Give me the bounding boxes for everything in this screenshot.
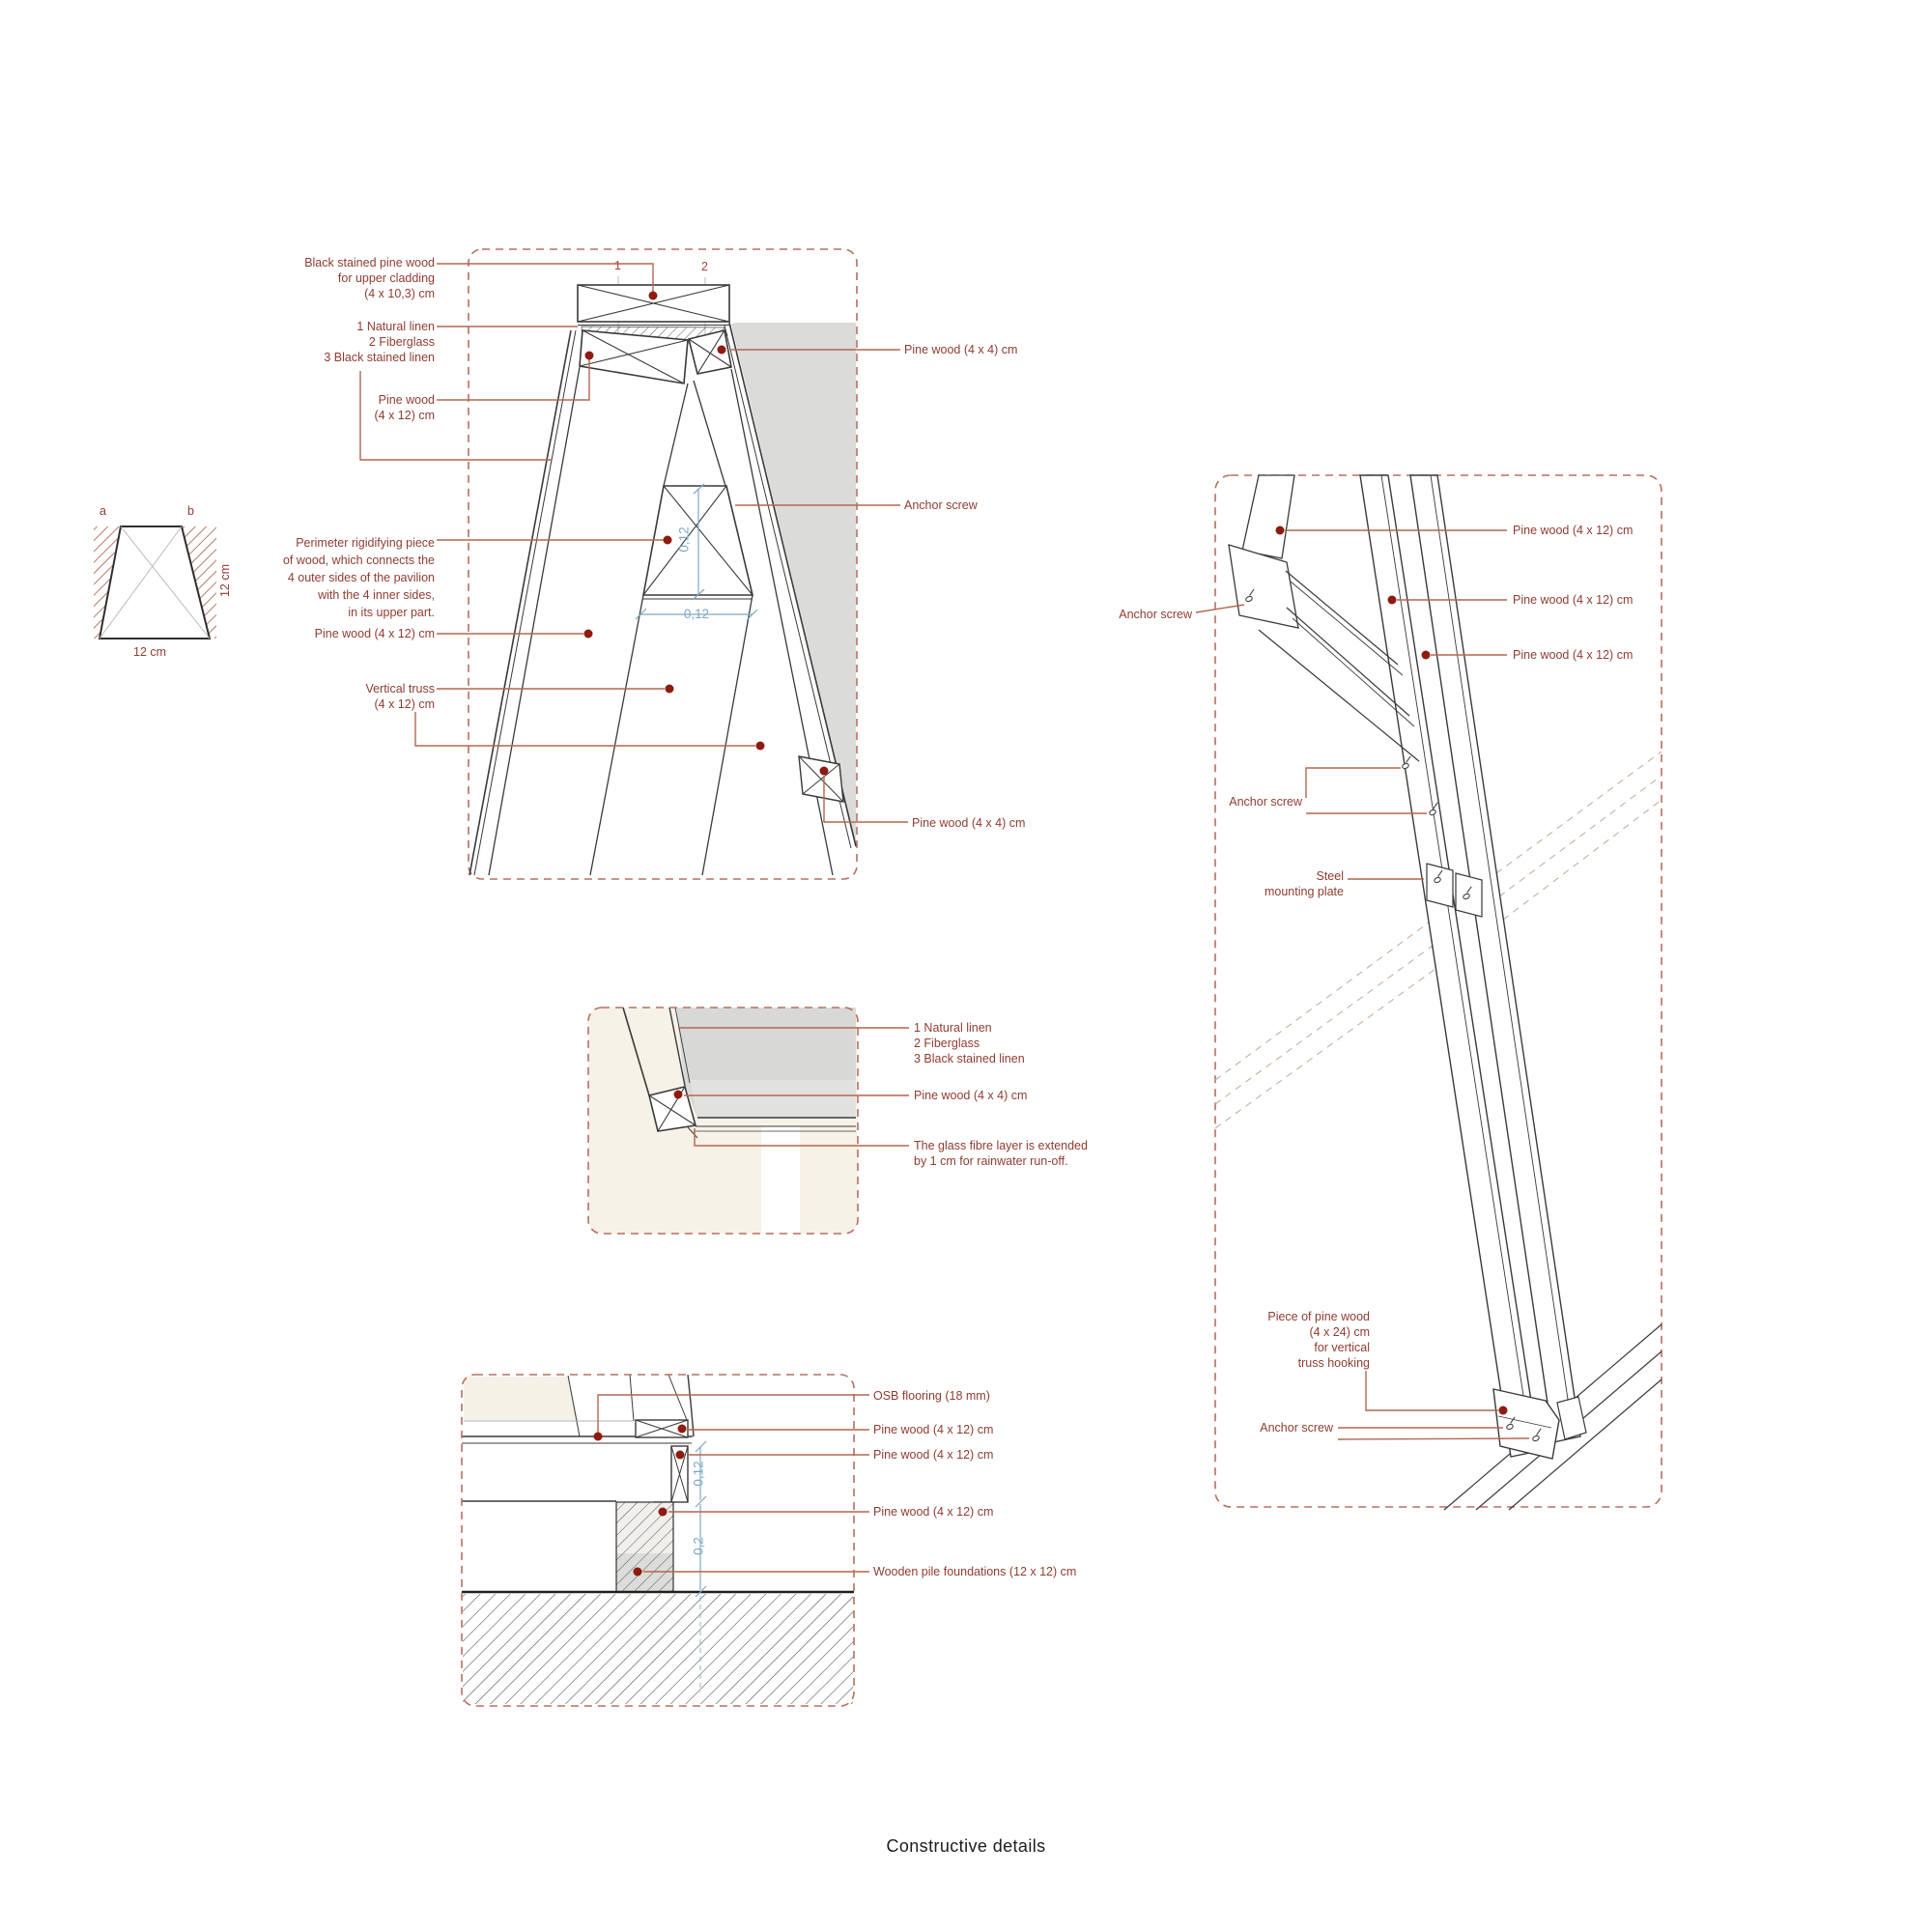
top-brace [1242, 475, 1294, 558]
apex-detail-drawing [360, 249, 908, 879]
ref-mark-2: 2 [701, 260, 708, 273]
label-line: for upper cladding [337, 271, 435, 285]
label-pine-wood-4x12-b: Pine wood (4 x 12) cm [314, 627, 435, 640]
label-foundation-pine-1: Pine wood (4 x 12) cm [873, 1423, 994, 1436]
truss-detail-drawing [1196, 475, 1662, 1510]
label-pine-4x4-top: Pine wood (4 x 4) cm [904, 343, 1018, 356]
foundation-dim-upper: 0,12 [691, 1461, 706, 1487]
label-osb-flooring: OSB flooring (18 mm) [873, 1389, 990, 1403]
label-glass-fibre [914, 1138, 1088, 1169]
truss-leaders [1196, 530, 1529, 1439]
label-truss-pine-3: Pine wood (4 x 12) cm [1513, 648, 1634, 662]
label-truss-anchor-bottom: Anchor screw [1260, 1421, 1333, 1435]
label-line: of wood, which connects the [282, 554, 435, 567]
foundation-dim-lower: 0,2 [691, 1537, 706, 1555]
label-line: mounting plate [1264, 885, 1344, 898]
label-pine-4x4-bottom: Pine wood (4 x 4) cm [912, 816, 1026, 830]
apex-dim-vertical: 0,12 [676, 526, 692, 553]
profile-corner-b-label: b [187, 504, 194, 518]
label-foundation-pine-2: Pine wood (4 x 12) cm [873, 1448, 994, 1462]
label-line: Perimeter rigidifying piece [296, 536, 435, 550]
label-line: 2 Fiberglass [914, 1037, 980, 1050]
label-line: (4 x 12) cm [374, 697, 435, 711]
label-linen-layers [324, 319, 435, 365]
label-line: 3 Black stained linen [914, 1052, 1025, 1065]
label-line: 1 Natural linen [356, 320, 435, 333]
steel-plate-front [1427, 864, 1453, 907]
label-vertical-truss [365, 681, 435, 712]
label-truss-anchor-mid: Anchor screw [1229, 795, 1302, 809]
apex-dim-horizontal: 0,12 [683, 607, 710, 621]
label-line: by 1 cm for rainwater run-off. [914, 1154, 1068, 1168]
label-line: 3 Black stained linen [324, 351, 435, 364]
label-anchor-screw: Anchor screw [904, 498, 978, 512]
label-line: (4 x 12) cm [374, 409, 435, 422]
label-line: 2 Fiberglass [368, 335, 435, 349]
label-hook-piece [1267, 1309, 1370, 1371]
profile-side-dim: 12 cm [218, 563, 232, 598]
label-truss-pine-1: Pine wood (4 x 12) cm [1513, 524, 1634, 537]
foundation-detail-drawing [462, 1375, 869, 1706]
profile-bottom-dim: 12 cm [133, 645, 167, 659]
sheet-title: Constructive details [886, 1836, 1046, 1856]
eave-callout-dot [674, 1091, 683, 1099]
label-perimeter-piece [283, 534, 435, 621]
label-cladding [304, 255, 435, 301]
label-line: in its upper part. [348, 606, 435, 619]
eave-detail-drawing [588, 1008, 909, 1234]
label-truss-pine-2: Pine wood (4 x 12) cm [1513, 593, 1634, 607]
label-line: for vertical [1314, 1341, 1370, 1354]
profile-section-drawing [94, 526, 216, 639]
label-line: Black stained pine wood [304, 256, 435, 270]
label-line: Steel [1316, 869, 1344, 883]
ref-mark-1: 1 [614, 259, 621, 272]
label-line: (4 x 10,3) cm [364, 287, 435, 300]
label-eave-layers [914, 1020, 1025, 1066]
label-line: 4 outer sides of the pavilion [287, 571, 435, 584]
label-eave-pine-4x4: Pine wood (4 x 4) cm [914, 1089, 1028, 1102]
label-line: with the 4 inner sides, [318, 588, 435, 602]
label-wooden-piles: Wooden pile foundations (12 x 12) cm [873, 1565, 1077, 1578]
label-line: (4 x 24) cm [1309, 1325, 1370, 1339]
label-line: Piece of pine wood [1267, 1310, 1370, 1323]
label-line: 1 Natural linen [914, 1021, 992, 1035]
anchor-plate [1229, 545, 1298, 628]
profile-corner-a-label: a [99, 504, 106, 518]
label-line: Vertical truss [365, 682, 435, 696]
label-truss-anchor-top: Anchor screw [1119, 608, 1192, 621]
label-steel-plate [1264, 868, 1344, 899]
label-foundation-pine-3: Pine wood (4 x 12) cm [873, 1505, 994, 1519]
label-line: truss hooking [1297, 1356, 1370, 1370]
ground-hatch [463, 1594, 853, 1704]
label-pine-wood-4x12 [374, 392, 435, 423]
label-line: Pine wood [378, 393, 435, 407]
label-line: The glass fibre layer is extended [914, 1139, 1088, 1152]
